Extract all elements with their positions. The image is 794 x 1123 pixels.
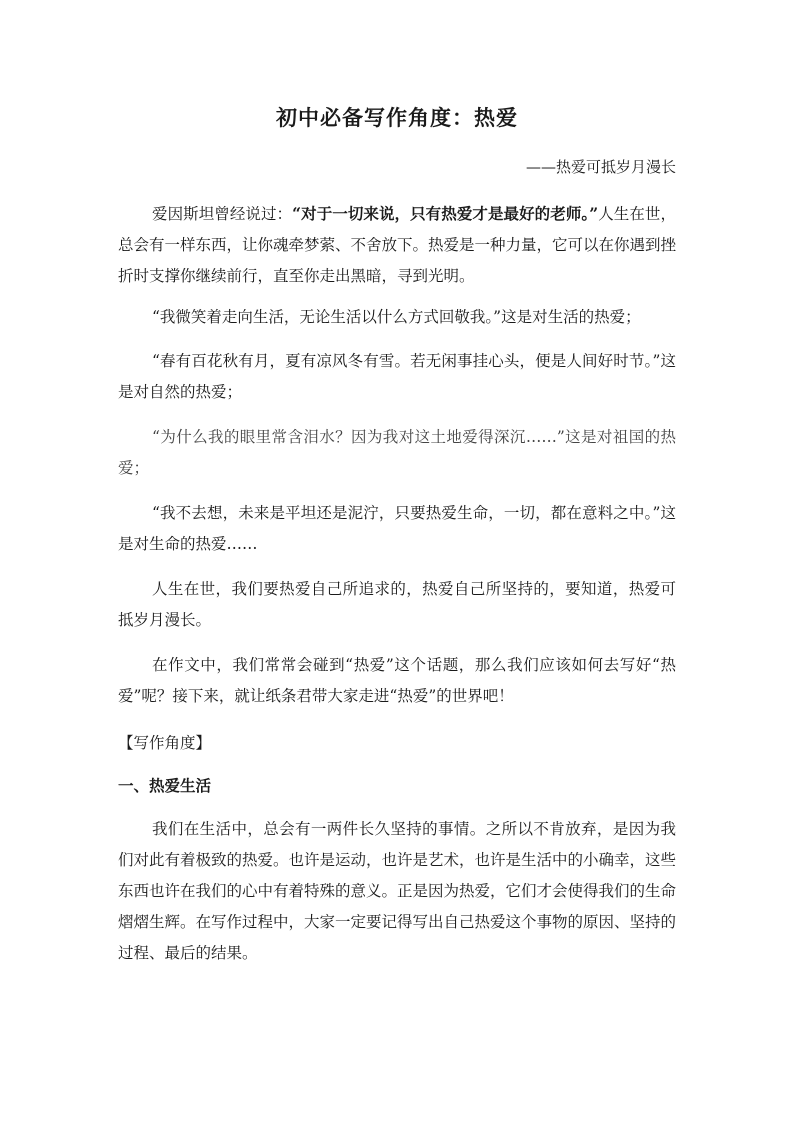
- document-subtitle: ——热爱可抵岁月漫长: [525, 158, 676, 176]
- section-label: 【写作角度】: [118, 734, 212, 752]
- einstein-quote: “对于一切来说，只有热爱才是最好的老师。”: [292, 204, 599, 223]
- document-page: [118, 0, 676, 1123]
- intro-rest: 人生在世，总会有一样东西，让你魂牵梦萦、不舍放下。热爱是一种力量，它可以在你遇到挫折时支撑你继续前行，直至你走出黑暗，寻到光明。: [118, 205, 677, 285]
- quote-lifeforce-paragraph: “我不去想，未来是平坦还是泥泞，只要热爱生命，一切，都在意料之中。”这是对生命的热爱……: [118, 504, 676, 553]
- quote-nature-paragraph: “春有百花秋有月，夏有凉风冬有雪。若无闲事挂心头，便是人间好时节。”这是对自然的热爱；: [118, 352, 676, 401]
- intro-paragraph: [118, 198, 676, 292]
- topic-intro-paragraph: 在作文中，我们常常会碰到“热爱”这个话题，那么我们应该如何去写好“热爱”呢？接下来，就让纸条君带大家走进“热爱”的世界吧！: [118, 656, 676, 705]
- summary-paragraph: 人生在世，我们要热爱自己所追求的，热爱自己所坚持的，要知道，热爱可抵岁月漫长。: [118, 580, 676, 629]
- love-life-paragraph: 我们在生活中，总会有一两件长久坚持的事情。之所以不肯放弃，是因为我们对此有着极致的热爱。也许是运动，也许是艺术，也许是生活中的小确幸，这些东西也许在我们的心中有着特殊的意义。正是因为热爱，它们才会使得我们的生命熠熠生辉。在写作过程中，大家一定要记得写出自己热爱这个事物的原因、坚持的过程、最后的结果。: [118, 820, 677, 962]
- intro-prefix: 爱因斯坦曾经说过：: [152, 205, 293, 223]
- section-heading-love-life: 一、热爱生活: [118, 776, 212, 795]
- quote-country-paragraph: “为什么我的眼里常含泪水？因为我对这土地爱得深沉……”这是对祖国的热爱；: [118, 428, 676, 477]
- document-title: 初中必备写作角度：热爱: [276, 105, 518, 130]
- quote-life-paragraph: “我微笑着走向生活，无论生活以什么方式回敬我。”这是对生活的热爱；: [152, 308, 641, 326]
